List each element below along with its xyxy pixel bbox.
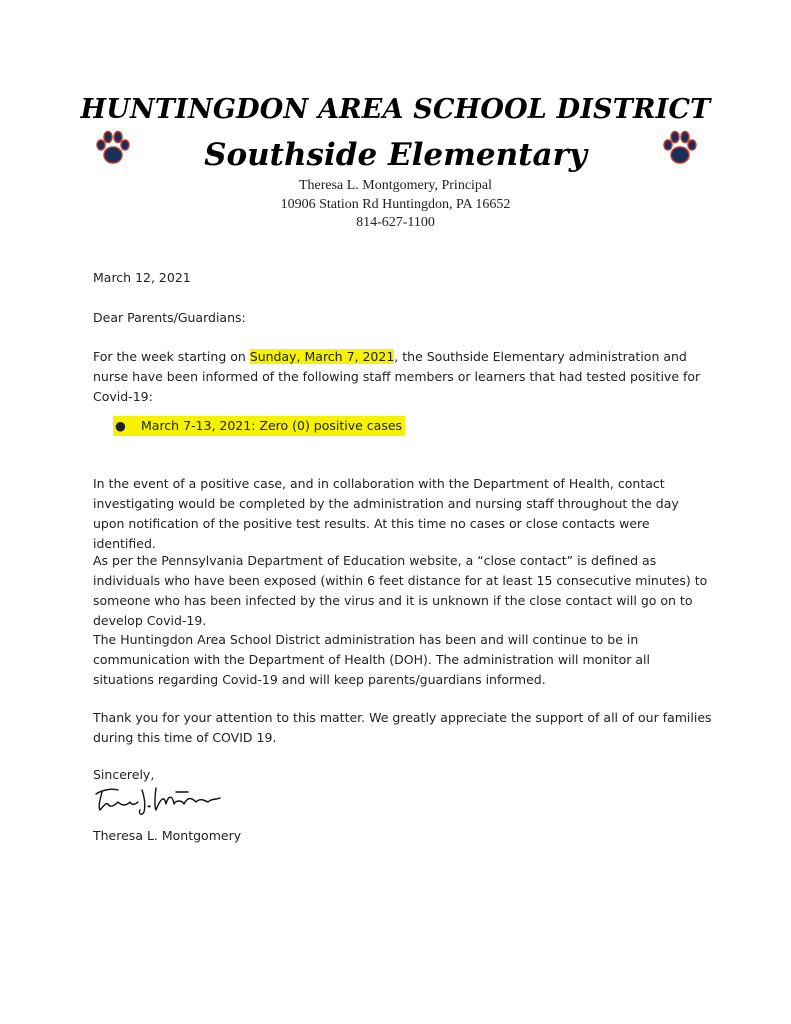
case-list <box>113 415 405 436</box>
positive-case-paragraph: In the event of a positive case, and in collaboration with the Department of Health, contact investigating would be completed by the administration and nursing staff throughout the day upon notification of the positive test results. At this time no cases or close contacts were identified. <box>93 476 679 551</box>
school-name: Southside Elementary <box>204 137 587 173</box>
address-line: 10906 Station Rd Huntingdon, PA 16652 <box>280 197 511 212</box>
bullet-icon: ● <box>115 418 126 433</box>
district-title: HUNTINGDON AREA SCHOOL DISTRICT <box>80 94 711 125</box>
list-item <box>113 415 405 436</box>
highlighted-week-date: Sunday, March 7, 2021 <box>249 349 395 364</box>
phone-line: 814-627-1100 <box>356 215 435 230</box>
salutation: Dear Parents/Guardians: <box>93 310 246 325</box>
signature-name: Theresa L. Montgomery <box>93 828 242 843</box>
intro-text-end: , the Southside Elementary administration and nurse have been informed of the following staff members or learners that had tested positive for Covid-19: <box>93 349 701 404</box>
intro-paragraph <box>93 347 713 407</box>
close-contact-paragraph: As per the Pennsylvania Department of Education website, a “close contact” is defined as individuals who have been exposed (within 6 feet distance for at least 15 consecutive minutes) to someone who has been infected by the virus and it is unknown if the close contact will go on to develop Covid-19. <box>93 553 708 628</box>
intro-text-start: For the week starting on <box>93 349 250 364</box>
principal-line: Theresa L. Montgomery, Principal <box>298 178 493 193</box>
letter-date: March 12, 2021 <box>93 270 191 285</box>
case-summary-highlight <box>113 416 405 436</box>
administration-paragraph: The Huntingdon Area School District administration has been and will continue to be in communication with the Department of Health (DOH). The administration will monitor all situations regarding Covid-19 and will keep parents/guardians informed. <box>93 632 650 687</box>
case-summary: March 7-13, 2021: Zero (0) positive cases <box>141 418 403 433</box>
thank-you-paragraph: Thank you for your attention to this matter. We greatly appreciate the support of all of our families during this time of COVID 19. <box>93 710 712 745</box>
handwritten-signature <box>92 782 224 822</box>
closing: Sincerely, <box>93 767 155 782</box>
